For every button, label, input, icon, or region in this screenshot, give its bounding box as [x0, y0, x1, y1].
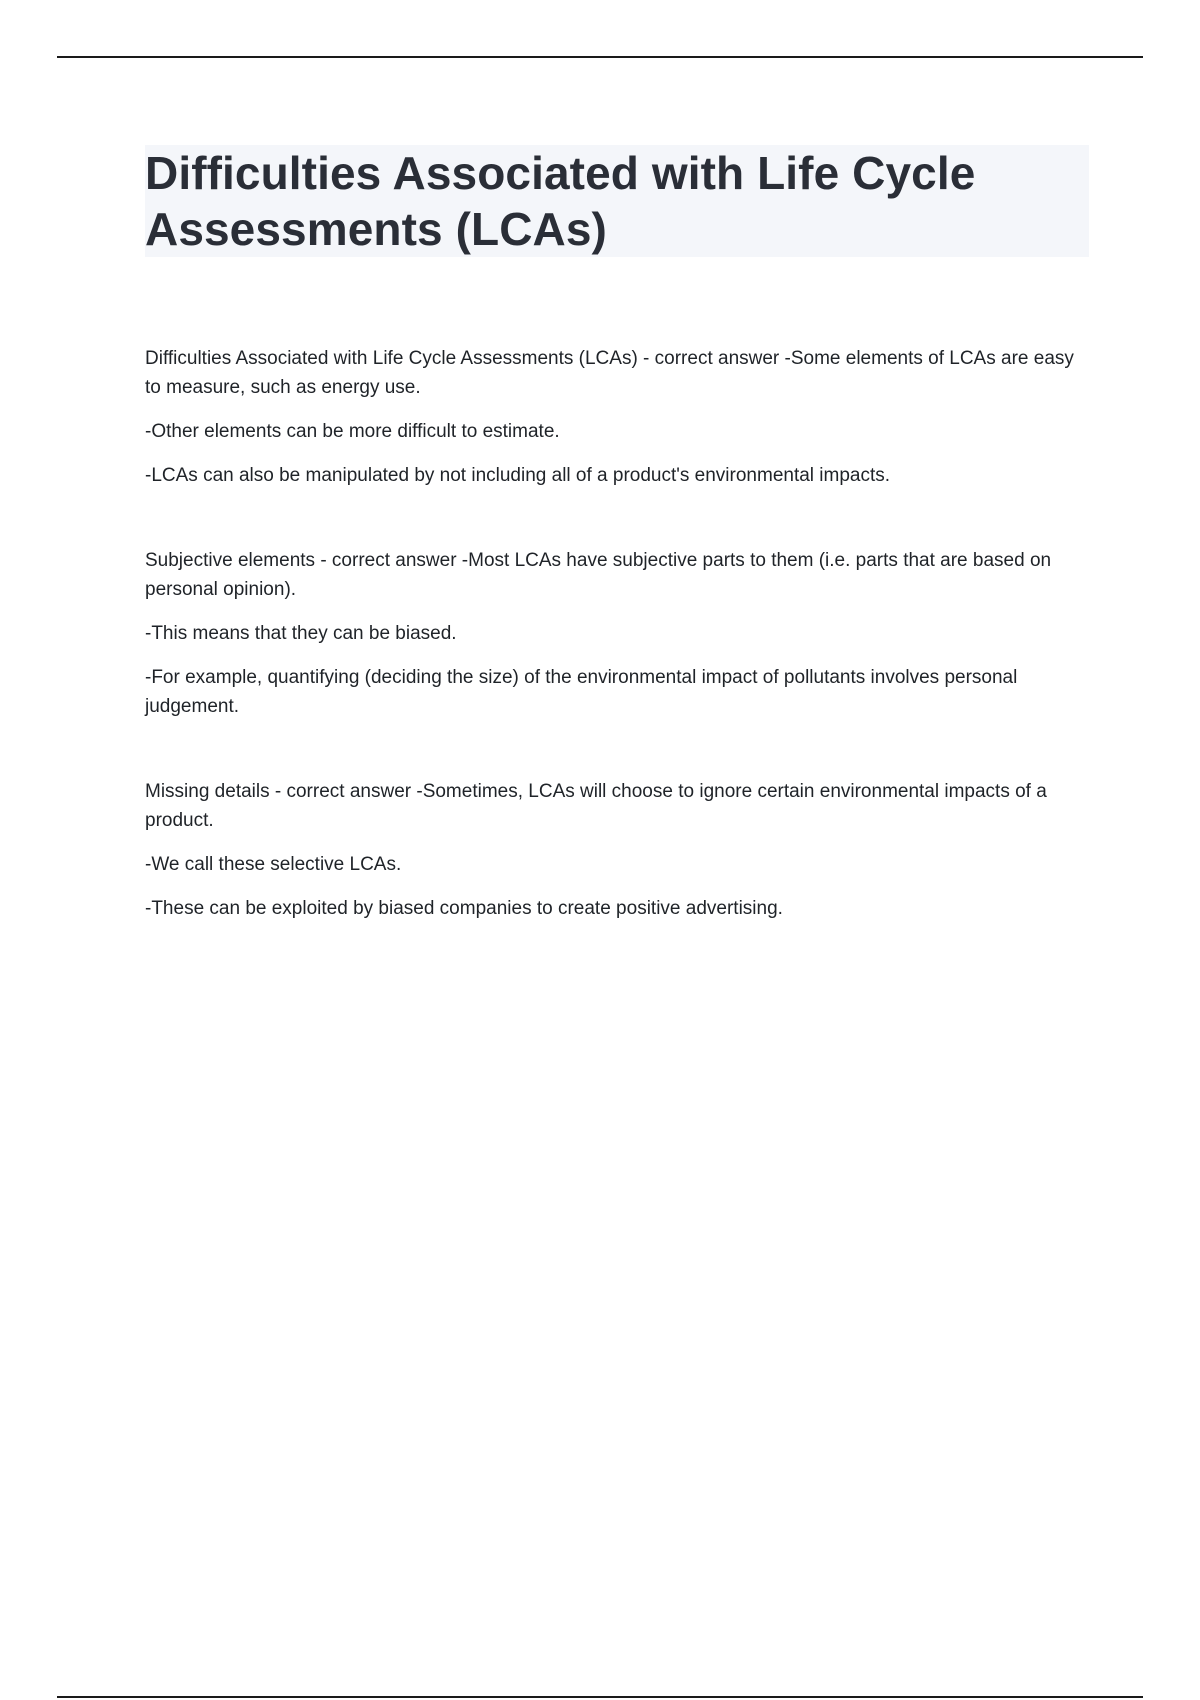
- paragraph: Difficulties Associated with Life Cycle Assessments (LCAs) - correct answer -Some elements of LCAs are easy to measure, such as energy use.: [145, 348, 1074, 398]
- paragraph: -Other elements can be more difficult to estimate.: [145, 421, 560, 442]
- qa-section-1: [145, 344, 1089, 490]
- paragraph: -We call these selective LCAs.: [145, 854, 402, 875]
- footer-rule: [57, 1696, 1143, 1698]
- paragraph: Missing details - correct answer -Sometimes, LCAs will choose to ignore certain environmental impacts of a product.: [145, 781, 1047, 831]
- paragraph: -These can be exploited by biased companies to create positive advertising.: [145, 898, 783, 919]
- document-title: Difficulties Associated with Life Cycle Assessments (LCAs): [145, 147, 976, 255]
- document-body: [145, 344, 1089, 979]
- paragraph: Subjective elements - correct answer -Most LCAs have subjective parts to them (i.e. parts that are based on personal opinion).: [145, 550, 1052, 600]
- title-block: [145, 145, 1089, 257]
- qa-section-3: [145, 777, 1089, 923]
- header-rule: [57, 56, 1143, 58]
- paragraph: -This means that they can be biased.: [145, 623, 457, 644]
- paragraph: -For example, quantifying (deciding the size) of the environmental impact of pollutants involves personal judgement.: [145, 667, 1018, 717]
- qa-section-2: [145, 546, 1089, 721]
- paragraph: -LCAs can also be manipulated by not including all of a product's environmental impacts.: [145, 465, 891, 486]
